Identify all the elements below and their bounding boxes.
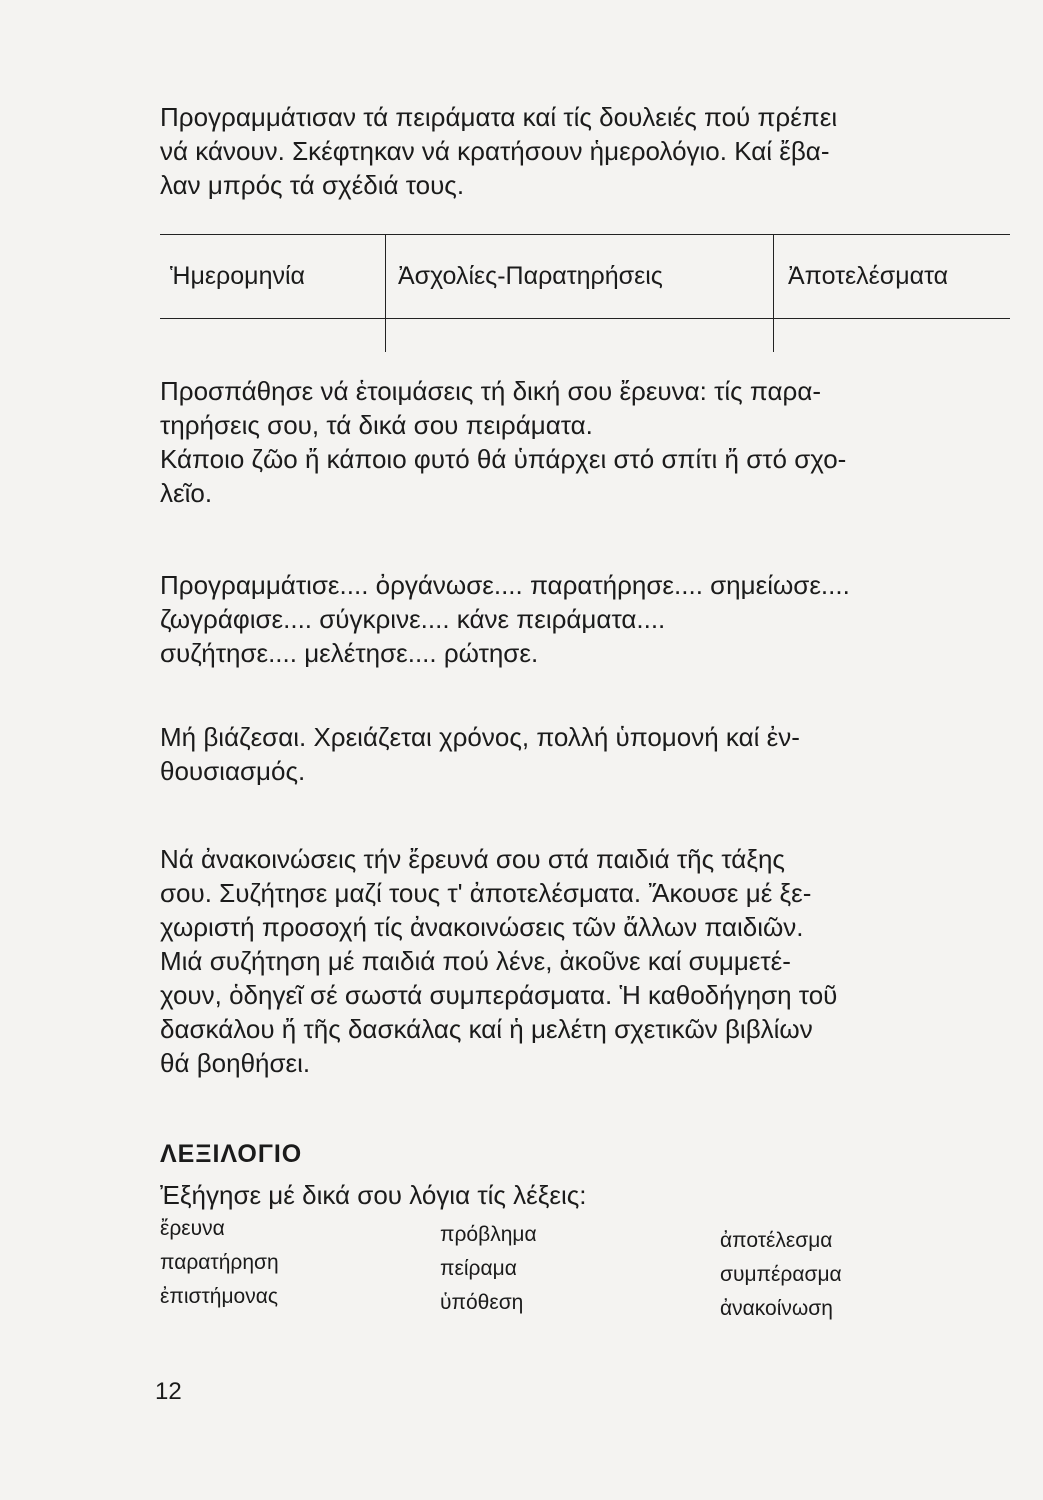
patience-paragraph (160, 720, 1010, 788)
journal-column-divider (385, 234, 386, 352)
glossary-column (440, 1218, 537, 1320)
intro-line: λαν μπρός τά σχέδιά τους. (160, 170, 465, 200)
announce-line: δασκάλου ἤ τῆς δασκάλας καί ἡ μελέτη σχετικῶν βιβλίων (160, 1014, 813, 1044)
research-line: Προσπάθησε νά ἑτοιμάσεις τή δική σου ἔρευνα: τίς παρα- (160, 376, 822, 406)
announce-line: σου. Συζήτησε μαζί τους τ' ἀποτελέσματα. Ἄκουσε μέ ξε- (160, 878, 812, 908)
actions-line: συζήτησε.... μελέτησε.... ρώτησε. (160, 638, 539, 668)
intro-line: Προγραμμάτισαν τά πειράματα καί τίς δουλειές πού πρέπει (160, 102, 838, 132)
glossary-word: ὑπόθεση (440, 1291, 524, 1314)
research-paragraph (160, 374, 1010, 510)
glossary-heading: ΛΕΞΙΛΟΓΙΟ (160, 1140, 303, 1168)
announce-line: Νά ἀνακοινώσεις τήν ἔρευνά σου στά παιδιά τῆς τάξης (160, 844, 785, 874)
patience-line: Μή βιάζεσαι. Χρειάζεται χρόνος, πολλή ὑπομονή καί ἐν- (160, 722, 800, 752)
intro-line: νά κάνουν. Σκέφτηκαν νά κρατήσουν ἡμερολόγιο. Καί ἔβα- (160, 136, 830, 166)
glossary-column (160, 1212, 279, 1314)
glossary-instruction: Ἐξήγησε μέ δικά σου λόγια τίς λέξεις: (160, 1180, 587, 1210)
announce-paragraph (160, 842, 1010, 1080)
announce-line: χουν, ὁδηγεῖ σέ σωστά συμπεράσματα. Ἡ καθοδήγηση τοῦ (160, 980, 838, 1010)
glossary-word: πείραμα (440, 1257, 517, 1280)
journal-header-results: Ἀποτελέσματα (788, 262, 949, 290)
glossary-word: παρατήρηση (160, 1251, 279, 1274)
intro-paragraph (160, 100, 1010, 202)
announce-line: χωριστή προσοχή τίς ἀνακοινώσεις τῶν ἄλλων παιδιῶν. (160, 912, 804, 942)
journal-header-rule (160, 318, 1010, 319)
research-line: τηρήσεις σου, τά δικά σου πειράματα. (160, 410, 593, 440)
glossary-word: ἀνακοίνωση (720, 1297, 833, 1320)
glossary-word: ἔρευνα (160, 1217, 225, 1240)
research-line: λεῖο. (160, 478, 213, 508)
patience-line: θουσιασμός. (160, 756, 306, 786)
journal-header-date: Ἡμερομηνία (170, 262, 305, 290)
journal-top-rule (160, 234, 1010, 235)
glossary-word: ἀποτέλεσμα (720, 1229, 833, 1252)
glossary-word: πρόβλημα (440, 1223, 537, 1246)
page-number: 12 (155, 1378, 182, 1405)
actions-line: ζωγράφισε.... σύγκρινε.... κάνε πειράματα.... (160, 604, 666, 634)
actions-paragraph (160, 568, 1010, 670)
announce-line: θά βοηθήσει. (160, 1048, 311, 1078)
announce-line: Μιά συζήτηση μέ παιδιά πού λένε, ἀκοῦνε καί συμμετέ- (160, 946, 791, 976)
journal-header-activities: Ἀσχολίες-Παρατηρήσεις (398, 262, 663, 290)
glossary-column (720, 1224, 842, 1326)
glossary-word: συμπέρασμα (720, 1263, 842, 1286)
research-line: Κάποιο ζῶο ἤ κάποιο φυτό θά ὑπάρχει στό σπίτι ἤ στό σχο- (160, 444, 847, 474)
journal-table (160, 234, 1010, 352)
actions-line: Προγραμμάτισε.... ὀργάνωσε.... παρατήρησε.... σημείωσε.... (160, 570, 850, 600)
glossary-word: ἐπιστήμονας (160, 1285, 278, 1308)
journal-column-divider (773, 234, 774, 352)
